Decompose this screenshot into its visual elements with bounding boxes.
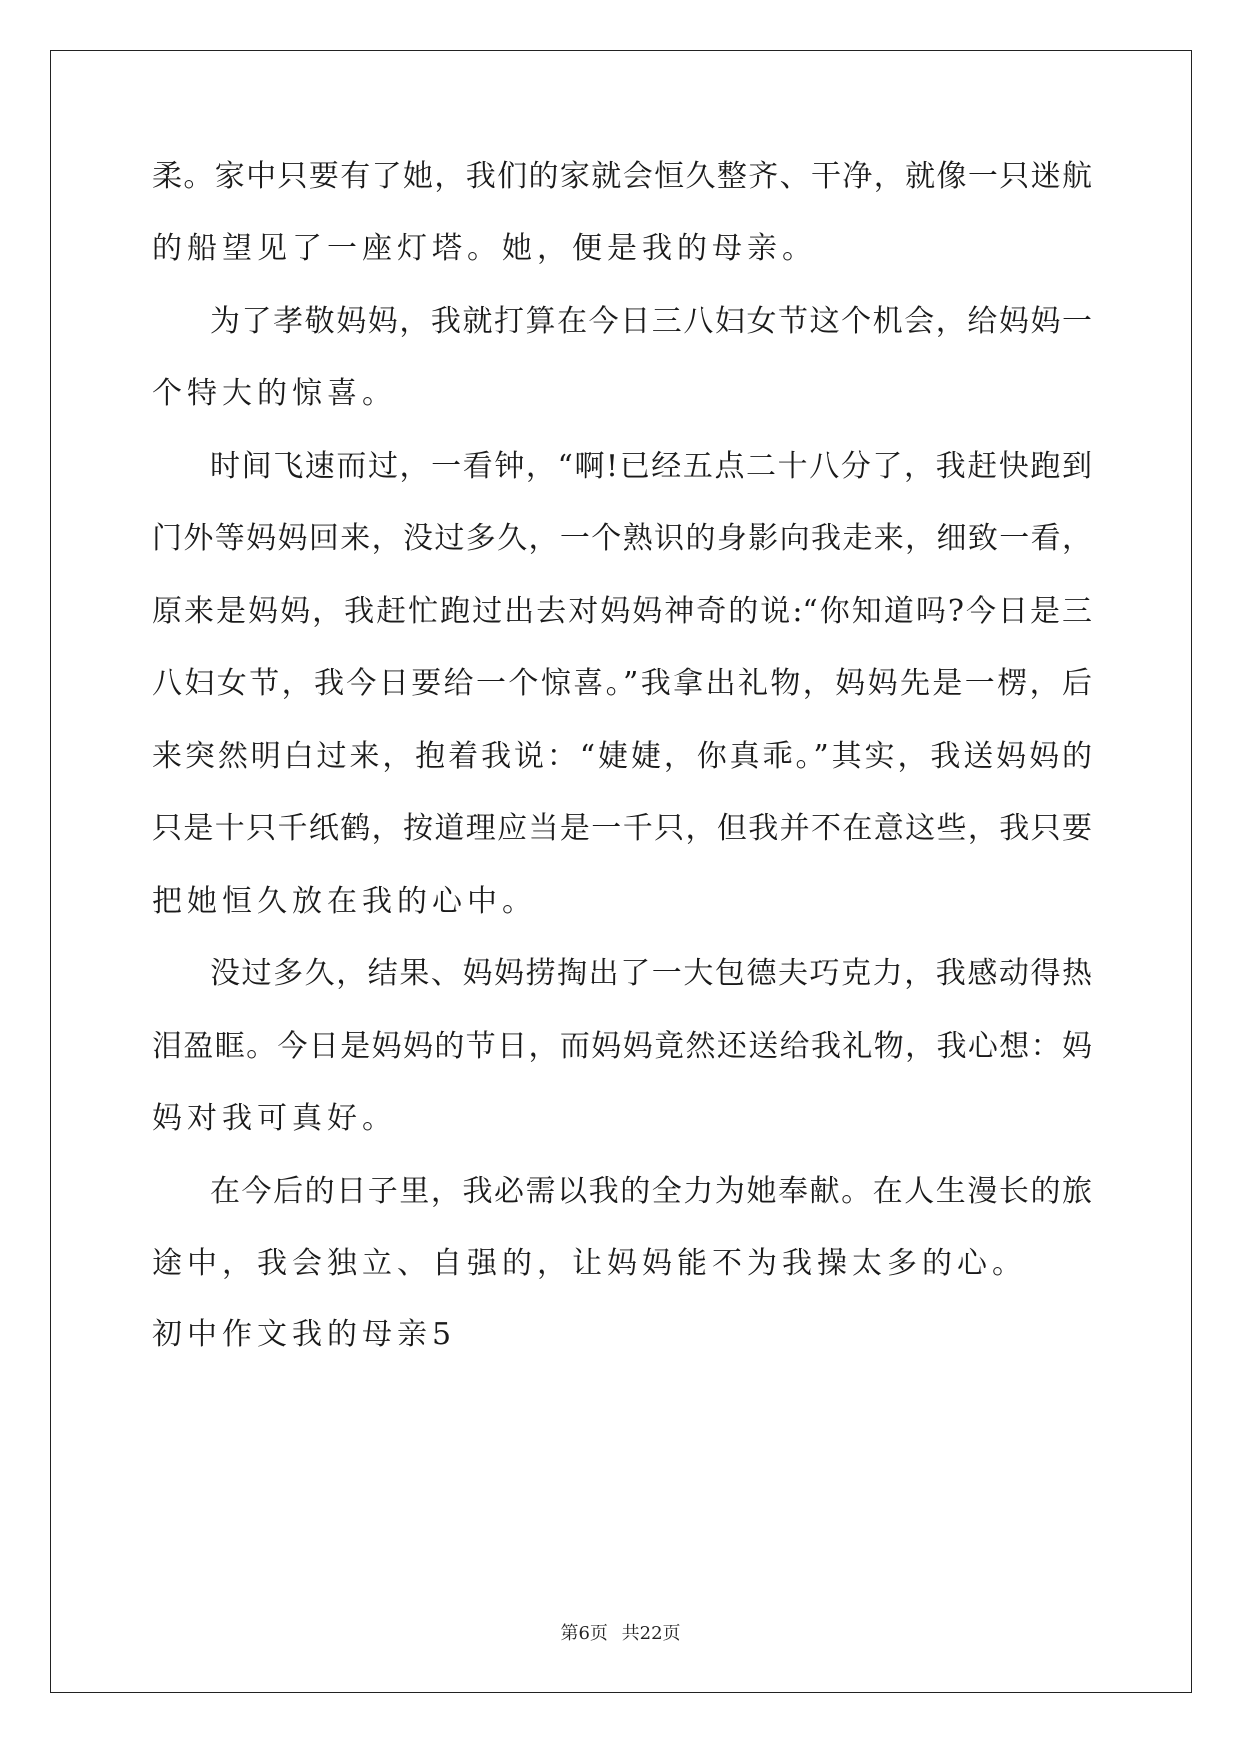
- text-line: 个特大的惊喜。: [152, 376, 397, 411]
- text-line: 泪盈眶。今日是妈妈的节日，而妈妈竟然还送给我礼物，我心想：妈: [152, 1029, 1092, 1064]
- text-line: 原来是妈妈，我赶忙跑过出去对妈妈神奇的说:“你知道吗?今日是三: [152, 594, 1092, 629]
- text-line: 把她恒久放在我的心中。: [152, 884, 537, 919]
- text-line: 只是十只千纸鹤，按道理应当是一千只，但我并不在意这些，我只要: [152, 811, 1092, 846]
- paragraph-start-line: 在今后的日子里，我必需以我的全力为她奉献。在人生漫长的旅: [210, 1174, 1092, 1209]
- paragraph-start-line: 没过多久，结果、妈妈捞掏出了一大包德夫巧克力，我感动得热: [210, 956, 1092, 991]
- text-line: 柔。家中只要有了她，我们的家就会恒久整齐、干净，就像一只迷航: [152, 159, 1092, 194]
- page-border: [50, 50, 1192, 1693]
- text-line: 途中，我会独立、自强的，让妈妈能不为我操太多的心。: [152, 1246, 1027, 1281]
- section-heading: 初中作文我的母亲5: [152, 1317, 457, 1352]
- text-line: 妈对我可真好。: [152, 1101, 397, 1136]
- text-line: 来突然明白过来，抱着我说：“婕婕，你真乖。”其实，我送妈妈的: [152, 739, 1092, 774]
- page-total: 共22页: [621, 1623, 681, 1644]
- paragraph-start-line: 时间飞速而过，一看钟，“啊!已经五点二十八分了，我赶快跑到: [210, 449, 1092, 484]
- text-line: 门外等妈妈回来，没过多久，一个熟识的身影向我走来，细致一看，: [152, 521, 1092, 556]
- paragraph-start-line: 为了孝敬妈妈，我就打算在今日三八妇女节这个机会，给妈妈一: [210, 304, 1092, 339]
- text-line: 的船望见了一座灯塔。她，便是我的母亲。: [152, 231, 817, 266]
- text-line: 八妇女节，我今日要给一个惊喜。”我拿出礼物，妈妈先是一楞，后: [152, 666, 1092, 701]
- page-number: 第6页: [560, 1623, 608, 1644]
- page-footer: [0, 1619, 1241, 1645]
